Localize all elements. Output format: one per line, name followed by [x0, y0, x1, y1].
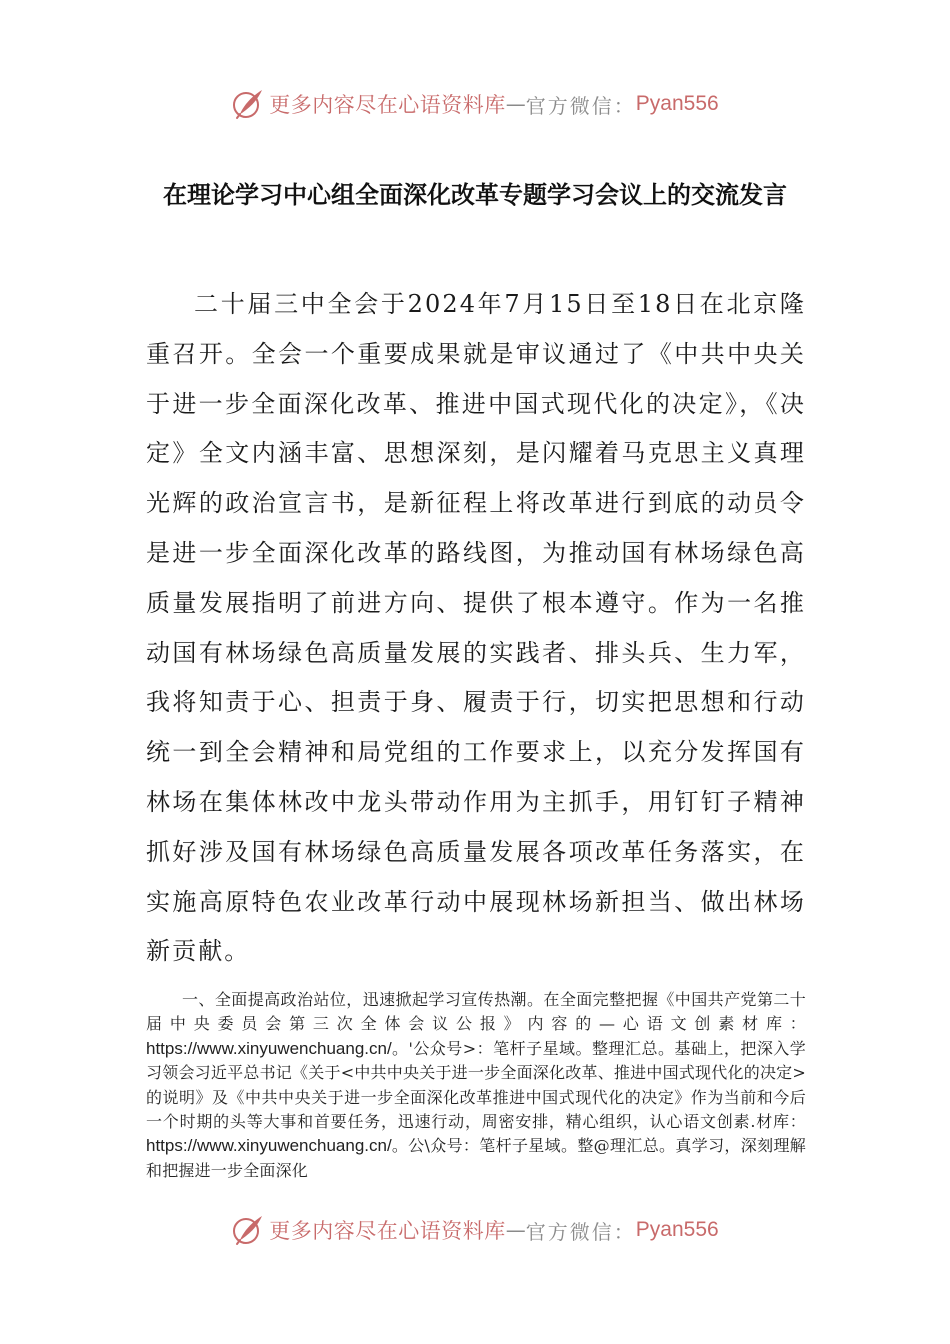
quill-pen-icon	[231, 87, 265, 121]
section-text-3: 。公\众号：笔杆子星域。整@理汇总。真学习，深刻理解和把握进一步全面深化	[146, 1136, 806, 1180]
watermark-id: Pyan556	[635, 1218, 719, 1241]
watermark-header	[0, 84, 950, 124]
watermark-text: 更多内容尽在心语资料库	[269, 93, 506, 117]
watermark-label: 官方微信：	[525, 1219, 636, 1244]
watermark-label: 官方微信：	[525, 93, 636, 118]
quill-pen-icon	[231, 1213, 265, 1247]
section-text-2: 。'公众号>：笔杆子星域。整理汇总。基础上，把深入学习领会习近平总书记《关于<中共中央关于进一步全面深化改革、推进中国式现代化的决定>的说明》及《中共中央关于进一步全面深化改革推进中国式现代化的决定》作为当前和今后一个时期的头等大事和首要任务，迅速行动，周密安排，精心组织，认心语文创素.材库：	[146, 1038, 806, 1132]
section-url-1: https://www.xinyuwenchuang.cn/	[146, 1038, 392, 1058]
watermark-id: Pyan556	[635, 92, 719, 115]
watermark-text: 更多内容尽在心语资料库	[269, 1219, 506, 1243]
document-title: 在理论学习中心组全面深化改革专题学习会议上的交流发言	[163, 181, 787, 209]
body-paragraph: 二十届三中全会于2024年7月15日至18日在北京隆重召开。全会一个重要成果就是审议通过了《中共中央关于进一步全面深化改革、推进中国式现代化的决定》，《决定》全文内涵丰富、思想深刻，是闪耀着马克思主义真理光辉的政治宣言书，是新征程上将改革进行到底的动员令是进一步全面深化改革的路线图，为推动国有林场绿色高质量发展指明了前进方向、提供了根本遵守。作为一名推动国有林场绿色高质量发展的实践者、排头兵、生力军，我将知责于心、担责于身、履责于行，切实把思想和行动统一到全会精神和局党组的工作要求上，以充分发挥国有林场在集体林改中龙头带动作用为主抓手，用钉钉子精神抓好涉及国有林场绿色高质量发展各项改革任务落实，在实施高原特色农业改革行动中展现林场新担当、做出林场新贡献。	[146, 290, 806, 966]
watermark-footer	[0, 1210, 950, 1250]
section-url-2: https://www.xinyuwenchuang.cn/	[146, 1136, 392, 1156]
section-paragraph	[146, 988, 806, 1183]
watermark-dash: —	[505, 1218, 526, 1242]
section-text-1: 一、全面提高政治站位，迅速掀起学习宣传热潮。在全面完整把握《中国共产党第二十届中央委员会第三次全体会议公报》内容的—心语文创素材库：	[146, 990, 806, 1034]
watermark-dash: —	[505, 92, 526, 116]
